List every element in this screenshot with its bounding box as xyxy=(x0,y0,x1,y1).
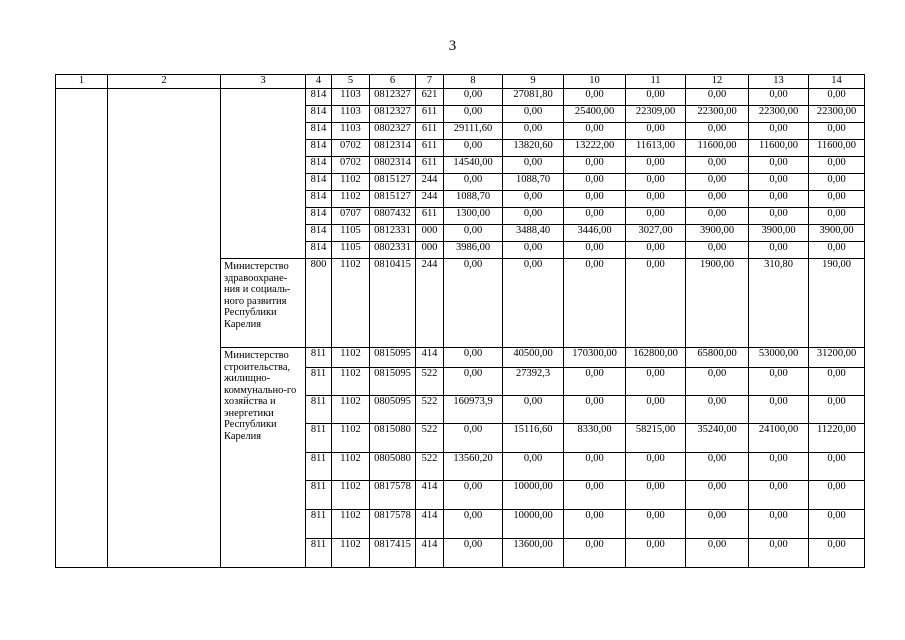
cell-col-7: 522 xyxy=(416,453,444,481)
cell-col-12: 0,00 xyxy=(686,368,749,396)
cell-col-7: 414 xyxy=(416,510,444,539)
cell-col-13: 0,00 xyxy=(749,89,809,106)
organization-cell: Министерство строительства, жилищно-коммунально-го хозяйства и энергетики Республики Карелия xyxy=(221,348,306,568)
cell-col-12: 22300,00 xyxy=(686,106,749,123)
cell-col-9: 10000,00 xyxy=(503,510,564,539)
empty-cell-col2 xyxy=(108,89,221,568)
cell-col-13: 0,00 xyxy=(749,242,809,259)
column-header: 5 xyxy=(332,75,370,89)
cell-col-14: 0,00 xyxy=(809,510,865,539)
cell-col-11: 3027,00 xyxy=(626,225,686,242)
cell-col-14: 0,00 xyxy=(809,453,865,481)
cell-col-7: 414 xyxy=(416,481,444,510)
cell-col-14: 0,00 xyxy=(809,481,865,510)
cell-col-8: 0,00 xyxy=(444,424,503,453)
column-header: 13 xyxy=(749,75,809,89)
cell-col-9: 27392,3 xyxy=(503,368,564,396)
cell-col-8: 1300,00 xyxy=(444,208,503,225)
cell-col-10: 0,00 xyxy=(564,368,626,396)
cell-col-4: 811 xyxy=(306,424,332,453)
column-header: 4 xyxy=(306,75,332,89)
cell-col-6: 0807432 xyxy=(370,208,416,225)
cell-col-7: 244 xyxy=(416,174,444,191)
cell-col-7: 522 xyxy=(416,424,444,453)
cell-col-12: 0,00 xyxy=(686,453,749,481)
cell-col-14: 0,00 xyxy=(809,242,865,259)
cell-col-9: 0,00 xyxy=(503,242,564,259)
cell-col-12: 0,00 xyxy=(686,396,749,424)
cell-col-14: 11220,00 xyxy=(809,424,865,453)
cell-col-8: 160973,9 xyxy=(444,396,503,424)
column-header: 10 xyxy=(564,75,626,89)
cell-col-6: 0812327 xyxy=(370,89,416,106)
cell-col-9: 13600,00 xyxy=(503,539,564,568)
cell-col-8: 0,00 xyxy=(444,539,503,568)
column-header: 9 xyxy=(503,75,564,89)
cell-col-13: 0,00 xyxy=(749,208,809,225)
cell-col-14: 0,00 xyxy=(809,123,865,140)
cell-col-4: 814 xyxy=(306,140,332,157)
cell-col-5: 1102 xyxy=(332,539,370,568)
cell-col-7: 244 xyxy=(416,259,444,348)
cell-col-8: 0,00 xyxy=(444,368,503,396)
cell-col-14: 190,00 xyxy=(809,259,865,348)
cell-col-10: 0,00 xyxy=(564,89,626,106)
cell-col-8: 29111,60 xyxy=(444,123,503,140)
cell-col-4: 814 xyxy=(306,191,332,208)
cell-col-8: 0,00 xyxy=(444,348,503,368)
column-header: 12 xyxy=(686,75,749,89)
cell-col-5: 1102 xyxy=(332,191,370,208)
cell-col-4: 814 xyxy=(306,89,332,106)
cell-col-10: 0,00 xyxy=(564,191,626,208)
cell-col-11: 0,00 xyxy=(626,396,686,424)
cell-col-9: 15116,60 xyxy=(503,424,564,453)
cell-col-13: 53000,00 xyxy=(749,348,809,368)
cell-col-14: 0,00 xyxy=(809,157,865,174)
cell-col-9: 13820,60 xyxy=(503,140,564,157)
cell-col-10: 13222,00 xyxy=(564,140,626,157)
cell-col-12: 0,00 xyxy=(686,539,749,568)
cell-col-11: 0,00 xyxy=(626,368,686,396)
cell-col-7: 000 xyxy=(416,225,444,242)
cell-col-4: 814 xyxy=(306,225,332,242)
cell-col-12: 0,00 xyxy=(686,510,749,539)
cell-col-11: 0,00 xyxy=(626,191,686,208)
cell-col-6: 0815127 xyxy=(370,191,416,208)
cell-col-9: 0,00 xyxy=(503,191,564,208)
cell-col-8: 0,00 xyxy=(444,89,503,106)
organization-cell xyxy=(221,89,306,259)
cell-col-8: 13560,20 xyxy=(444,453,503,481)
cell-col-10: 0,00 xyxy=(564,174,626,191)
cell-col-8: 0,00 xyxy=(444,510,503,539)
cell-col-11: 0,00 xyxy=(626,208,686,225)
cell-col-11: 162800,00 xyxy=(626,348,686,368)
column-header-row xyxy=(56,75,865,89)
cell-col-5: 1102 xyxy=(332,348,370,368)
cell-col-9: 0,00 xyxy=(503,396,564,424)
cell-col-4: 811 xyxy=(306,453,332,481)
cell-col-12: 35240,00 xyxy=(686,424,749,453)
cell-col-13: 11600,00 xyxy=(749,140,809,157)
cell-col-14: 11600,00 xyxy=(809,140,865,157)
cell-col-5: 1103 xyxy=(332,123,370,140)
cell-col-9: 0,00 xyxy=(503,453,564,481)
cell-col-5: 0702 xyxy=(332,157,370,174)
cell-col-9: 3488,40 xyxy=(503,225,564,242)
cell-col-5: 1103 xyxy=(332,89,370,106)
cell-col-9: 10000,00 xyxy=(503,481,564,510)
cell-col-6: 0810415 xyxy=(370,259,416,348)
cell-col-14: 0,00 xyxy=(809,208,865,225)
cell-col-6: 0802314 xyxy=(370,157,416,174)
cell-col-11: 0,00 xyxy=(626,259,686,348)
cell-col-9: 0,00 xyxy=(503,106,564,123)
cell-col-5: 1102 xyxy=(332,259,370,348)
cell-col-5: 1102 xyxy=(332,424,370,453)
cell-col-5: 1102 xyxy=(332,396,370,424)
cell-col-7: 611 xyxy=(416,140,444,157)
column-header: 3 xyxy=(221,75,306,89)
cell-col-13: 0,00 xyxy=(749,368,809,396)
cell-col-12: 0,00 xyxy=(686,174,749,191)
cell-col-6: 0812331 xyxy=(370,225,416,242)
cell-col-14: 0,00 xyxy=(809,396,865,424)
cell-col-7: 611 xyxy=(416,208,444,225)
cell-col-7: 522 xyxy=(416,368,444,396)
cell-col-10: 0,00 xyxy=(564,539,626,568)
cell-col-11: 0,00 xyxy=(626,157,686,174)
cell-col-14: 0,00 xyxy=(809,174,865,191)
cell-col-6: 0802331 xyxy=(370,242,416,259)
cell-col-11: 0,00 xyxy=(626,453,686,481)
cell-col-13: 0,00 xyxy=(749,539,809,568)
cell-col-12: 0,00 xyxy=(686,191,749,208)
cell-col-11: 0,00 xyxy=(626,174,686,191)
empty-cell-col1 xyxy=(56,89,108,568)
cell-col-13: 0,00 xyxy=(749,123,809,140)
cell-col-10: 0,00 xyxy=(564,510,626,539)
cell-col-4: 811 xyxy=(306,481,332,510)
cell-col-6: 0805095 xyxy=(370,396,416,424)
cell-col-10: 0,00 xyxy=(564,481,626,510)
cell-col-14: 31200,00 xyxy=(809,348,865,368)
cell-col-6: 0812314 xyxy=(370,140,416,157)
cell-col-5: 1102 xyxy=(332,481,370,510)
cell-col-8: 0,00 xyxy=(444,225,503,242)
cell-col-10: 0,00 xyxy=(564,396,626,424)
cell-col-4: 814 xyxy=(306,106,332,123)
cell-col-12: 0,00 xyxy=(686,157,749,174)
cell-col-11: 0,00 xyxy=(626,481,686,510)
cell-col-6: 0802327 xyxy=(370,123,416,140)
cell-col-11: 0,00 xyxy=(626,510,686,539)
cell-col-9: 40500,00 xyxy=(503,348,564,368)
organization-cell: Министерство здравоохране-ния и социаль-ного развития Республики Карелия xyxy=(221,259,306,348)
cell-col-4: 811 xyxy=(306,539,332,568)
cell-col-14: 0,00 xyxy=(809,368,865,396)
cell-col-13: 22300,00 xyxy=(749,106,809,123)
column-header: 8 xyxy=(444,75,503,89)
cell-col-7: 522 xyxy=(416,396,444,424)
cell-col-10: 0,00 xyxy=(564,157,626,174)
cell-col-7: 611 xyxy=(416,106,444,123)
cell-col-12: 0,00 xyxy=(686,481,749,510)
cell-col-11: 58215,00 xyxy=(626,424,686,453)
budget-table xyxy=(55,74,865,568)
column-header: 6 xyxy=(370,75,416,89)
cell-col-12: 0,00 xyxy=(686,89,749,106)
cell-col-12: 0,00 xyxy=(686,208,749,225)
cell-col-9: 0,00 xyxy=(503,208,564,225)
cell-col-8: 0,00 xyxy=(444,174,503,191)
cell-col-13: 310,80 xyxy=(749,259,809,348)
cell-col-5: 0702 xyxy=(332,140,370,157)
column-header: 11 xyxy=(626,75,686,89)
cell-col-4: 814 xyxy=(306,157,332,174)
cell-col-4: 814 xyxy=(306,242,332,259)
cell-col-7: 414 xyxy=(416,539,444,568)
cell-col-11: 11613,00 xyxy=(626,140,686,157)
cell-col-8: 0,00 xyxy=(444,481,503,510)
cell-col-13: 0,00 xyxy=(749,481,809,510)
cell-col-10: 25400,00 xyxy=(564,106,626,123)
cell-col-11: 0,00 xyxy=(626,539,686,568)
cell-col-8: 14540,00 xyxy=(444,157,503,174)
cell-col-5: 0707 xyxy=(332,208,370,225)
cell-col-10: 0,00 xyxy=(564,453,626,481)
cell-col-13: 0,00 xyxy=(749,453,809,481)
cell-col-11: 0,00 xyxy=(626,242,686,259)
cell-col-6: 0815127 xyxy=(370,174,416,191)
column-header: 1 xyxy=(56,75,108,89)
cell-col-7: 621 xyxy=(416,89,444,106)
cell-col-4: 811 xyxy=(306,348,332,368)
cell-col-6: 0815095 xyxy=(370,348,416,368)
cell-col-10: 3446,00 xyxy=(564,225,626,242)
cell-col-14: 22300,00 xyxy=(809,106,865,123)
column-header: 7 xyxy=(416,75,444,89)
cell-col-14: 0,00 xyxy=(809,191,865,208)
cell-col-7: 414 xyxy=(416,348,444,368)
cell-col-13: 0,00 xyxy=(749,396,809,424)
cell-col-6: 0815080 xyxy=(370,424,416,453)
cell-col-7: 244 xyxy=(416,191,444,208)
cell-col-9: 0,00 xyxy=(503,259,564,348)
cell-col-8: 1088,70 xyxy=(444,191,503,208)
cell-col-12: 65800,00 xyxy=(686,348,749,368)
cell-col-6: 0812327 xyxy=(370,106,416,123)
cell-col-14: 3900,00 xyxy=(809,225,865,242)
cell-col-6: 0817415 xyxy=(370,539,416,568)
cell-col-5: 1102 xyxy=(332,174,370,191)
cell-col-5: 1105 xyxy=(332,225,370,242)
cell-col-12: 0,00 xyxy=(686,123,749,140)
cell-col-8: 0,00 xyxy=(444,140,503,157)
cell-col-4: 811 xyxy=(306,396,332,424)
cell-col-13: 24100,00 xyxy=(749,424,809,453)
cell-col-9: 27081,80 xyxy=(503,89,564,106)
cell-col-11: 0,00 xyxy=(626,89,686,106)
cell-col-4: 814 xyxy=(306,123,332,140)
cell-col-5: 1102 xyxy=(332,368,370,396)
cell-col-8: 3986,00 xyxy=(444,242,503,259)
cell-col-13: 0,00 xyxy=(749,174,809,191)
cell-col-13: 0,00 xyxy=(749,191,809,208)
cell-col-4: 811 xyxy=(306,368,332,396)
table-row xyxy=(56,89,865,106)
cell-col-5: 1102 xyxy=(332,453,370,481)
cell-col-12: 3900,00 xyxy=(686,225,749,242)
cell-col-10: 170300,00 xyxy=(564,348,626,368)
cell-col-12: 1900,00 xyxy=(686,259,749,348)
cell-col-6: 0817578 xyxy=(370,481,416,510)
cell-col-8: 0,00 xyxy=(444,106,503,123)
cell-col-11: 0,00 xyxy=(626,123,686,140)
cell-col-9: 0,00 xyxy=(503,157,564,174)
cell-col-10: 0,00 xyxy=(564,242,626,259)
cell-col-12: 11600,00 xyxy=(686,140,749,157)
cell-col-10: 0,00 xyxy=(564,208,626,225)
cell-col-4: 814 xyxy=(306,208,332,225)
cell-col-9: 1088,70 xyxy=(503,174,564,191)
cell-col-10: 0,00 xyxy=(564,259,626,348)
cell-col-6: 0815095 xyxy=(370,368,416,396)
page-number: 3 xyxy=(448,38,457,54)
cell-col-7: 611 xyxy=(416,123,444,140)
cell-col-7: 000 xyxy=(416,242,444,259)
cell-col-4: 811 xyxy=(306,510,332,539)
cell-col-10: 8330,00 xyxy=(564,424,626,453)
cell-col-11: 22309,00 xyxy=(626,106,686,123)
cell-col-8: 0,00 xyxy=(444,259,503,348)
cell-col-13: 3900,00 xyxy=(749,225,809,242)
cell-col-9: 0,00 xyxy=(503,123,564,140)
cell-col-14: 0,00 xyxy=(809,89,865,106)
cell-col-7: 611 xyxy=(416,157,444,174)
cell-col-14: 0,00 xyxy=(809,539,865,568)
cell-col-5: 1105 xyxy=(332,242,370,259)
cell-col-10: 0,00 xyxy=(564,123,626,140)
cell-col-5: 1103 xyxy=(332,106,370,123)
cell-col-4: 814 xyxy=(306,174,332,191)
cell-col-13: 0,00 xyxy=(749,157,809,174)
cell-col-6: 0817578 xyxy=(370,510,416,539)
cell-col-13: 0,00 xyxy=(749,510,809,539)
cell-col-5: 1102 xyxy=(332,510,370,539)
cell-col-12: 0,00 xyxy=(686,242,749,259)
cell-col-4: 800 xyxy=(306,259,332,348)
column-header: 2 xyxy=(108,75,221,89)
cell-col-6: 0805080 xyxy=(370,453,416,481)
column-header: 14 xyxy=(809,75,865,89)
